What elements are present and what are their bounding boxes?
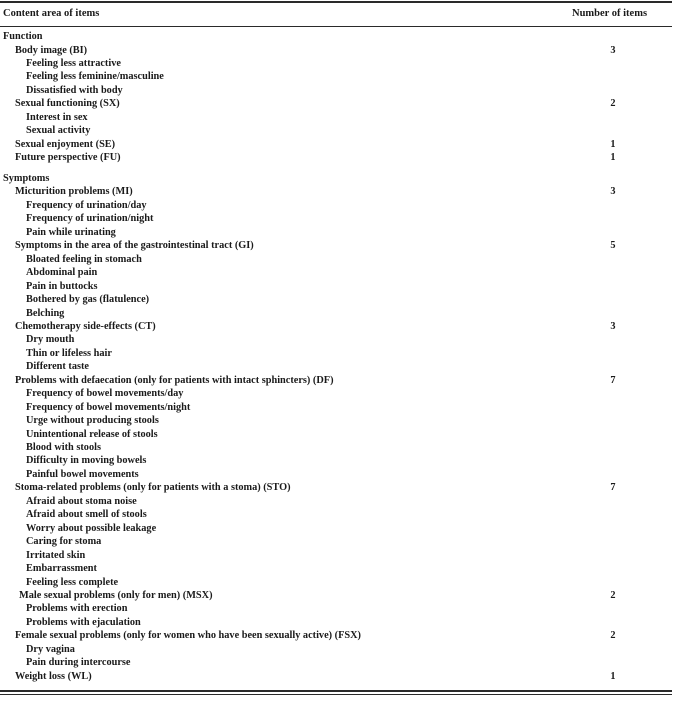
item-label: Pain while urinating — [26, 226, 116, 238]
item-label: Painful bowel movements — [26, 468, 139, 480]
scale-row — [0, 320, 672, 333]
item-count: 2 — [610, 630, 616, 642]
item-row — [0, 84, 672, 97]
item-row — [0, 199, 672, 212]
item-label: Bothered by gas (flatulence) — [26, 294, 150, 305]
item-label: Frequency of urination/night — [26, 213, 154, 225]
item-label: Pain during intercourse — [26, 657, 131, 669]
table-top-rule — [0, 1, 672, 3]
item-row — [0, 212, 672, 225]
scale-row — [0, 97, 672, 110]
item-count: 7 — [610, 374, 616, 386]
scale-row — [0, 374, 672, 387]
scale-label: Chemotherapy side-effects (CT) — [15, 320, 156, 332]
item-row — [0, 280, 672, 293]
item-count: 1 — [610, 670, 616, 682]
scale-row — [0, 138, 672, 151]
item-label: Frequency of bowel movements/day — [26, 388, 184, 400]
scale-label: Sexual functioning (SX) — [15, 98, 120, 110]
item-row — [0, 441, 672, 454]
item-label: Abdominal pain — [26, 267, 98, 279]
table-bottom-rule-thin — [0, 694, 672, 695]
item-count: 1 — [610, 152, 616, 164]
item-label: Feeling less complete — [26, 576, 119, 588]
item-label: Problems with erection — [26, 603, 128, 615]
item-label: Dry vagina — [26, 643, 75, 655]
item-label: Problems with ejaculation — [26, 616, 141, 628]
item-count: 3 — [610, 44, 616, 56]
item-row — [0, 508, 672, 521]
item-row — [0, 549, 672, 562]
item-label: Blood with stools — [26, 442, 101, 453]
scale-label: Body image (BI) — [15, 44, 88, 56]
item-row — [0, 266, 672, 279]
item-row — [0, 111, 672, 124]
item-count: 5 — [610, 240, 616, 252]
item-label: Belching — [26, 307, 65, 319]
scale-label: Micturition problems (MI) — [15, 186, 133, 198]
section-title: Symptoms — [3, 173, 50, 184]
section-heading-row — [0, 30, 672, 43]
item-label: Feeling less attractive — [26, 57, 121, 69]
scale-row — [0, 670, 672, 683]
scale-row — [0, 185, 672, 198]
item-label: Difficulty in moving bowels — [26, 455, 147, 467]
section-title: Function — [3, 31, 43, 42]
item-label: Afraid about stoma noise — [26, 495, 137, 507]
item-row — [0, 656, 672, 669]
table-bottom-rule — [0, 690, 672, 692]
item-label: Embarrassment — [26, 563, 97, 574]
item-row — [0, 401, 672, 414]
item-label: Afraid about smell of stools — [26, 509, 147, 521]
item-row — [0, 347, 672, 360]
item-label: Frequency of urination/day — [26, 199, 147, 211]
item-row — [0, 576, 672, 589]
scale-label: Sexual enjoyment (SE) — [15, 138, 116, 150]
scale-row — [0, 239, 672, 252]
item-count: 2 — [610, 98, 616, 110]
item-row — [0, 293, 672, 306]
item-row — [0, 495, 672, 508]
item-row — [0, 535, 672, 548]
item-row — [0, 360, 672, 373]
item-row — [0, 468, 672, 481]
item-row — [0, 333, 672, 346]
item-label: Urge without producing stools — [26, 415, 159, 427]
scale-row — [0, 589, 672, 602]
scale-row — [0, 481, 672, 494]
item-count: 1 — [610, 138, 616, 150]
scale-label: Problems with defaecation (only for patients with intact sphincters) (DF) — [15, 374, 334, 386]
scale-label: Stoma-related problems (only for patients with a stoma) (STO) — [15, 482, 291, 494]
item-label: Pain in buttocks — [26, 280, 98, 292]
scale-label: Weight loss (WL) — [15, 670, 92, 682]
item-label: Caring for stoma — [26, 536, 102, 548]
item-count: 2 — [610, 589, 616, 601]
header-rule — [0, 26, 672, 27]
item-row — [0, 307, 672, 320]
item-row — [0, 57, 672, 70]
item-row — [0, 522, 672, 535]
scale-label: Male sexual problems (only for men) (MSX) — [19, 589, 213, 601]
item-row — [0, 454, 672, 467]
section-heading-row — [0, 172, 672, 185]
scale-row — [0, 44, 672, 57]
item-row — [0, 428, 672, 441]
item-label: Feeling less feminine/masculine — [26, 71, 164, 83]
item-row — [0, 616, 672, 629]
item-label: Thin or lifeless hair — [26, 347, 112, 359]
item-row — [0, 70, 672, 83]
item-label: Frequency of bowel movements/night — [26, 401, 191, 413]
item-label: Interest in sex — [26, 111, 88, 123]
scale-label: Future perspective (FU) — [15, 152, 121, 164]
item-row — [0, 253, 672, 266]
item-row — [0, 124, 672, 137]
item-count: 7 — [610, 482, 616, 494]
item-row — [0, 387, 672, 400]
item-row — [0, 414, 672, 427]
scale-label: Symptoms in the area of the gastrointestinal tract (GI) — [15, 240, 254, 252]
item-label: Sexual activity — [26, 125, 91, 137]
item-label: Unintentional release of stools — [26, 428, 158, 440]
item-count: 3 — [610, 186, 616, 198]
scale-row — [0, 629, 672, 642]
item-row — [0, 643, 672, 656]
scale-label: Female sexual problems (only for women who have been sexually active) (FSX) — [15, 630, 361, 642]
item-label: Dissatisfied with body — [26, 84, 123, 96]
column-header-number-of-items: Number of items — [572, 8, 648, 19]
column-header-content-area: Content area of items — [3, 8, 100, 19]
item-label: Dry mouth — [26, 334, 75, 346]
item-row — [0, 562, 672, 575]
item-label: Different taste — [26, 361, 89, 373]
item-label: Bloated feeling in stomach — [26, 253, 142, 265]
item-row — [0, 226, 672, 239]
item-label: Irritated skin — [26, 549, 86, 561]
item-count: 3 — [610, 320, 616, 332]
item-label: Worry about possible leakage — [26, 522, 157, 534]
scale-row — [0, 151, 672, 164]
item-row — [0, 602, 672, 615]
